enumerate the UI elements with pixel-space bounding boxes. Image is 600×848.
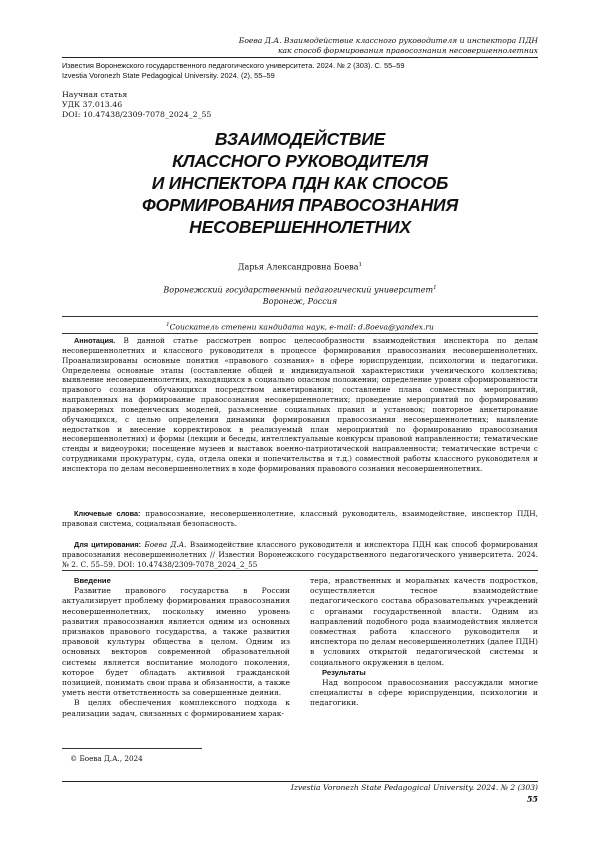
citation: [62, 540, 538, 570]
keywords-text: правосознание, несовершеннолетние, классный руководитель, взаимодействие, инспектор ПДН, правовая система, социальная безопасность.: [62, 509, 538, 528]
journal-info: [62, 61, 405, 80]
title-line: НЕСОВЕРШЕННОЛЕТНИХ: [100, 216, 500, 238]
footnote: © Боева Д.А., 2024: [70, 754, 143, 763]
running-head: [118, 36, 538, 56]
footer-journal: Izvestia Voronezh State Pedagogical University. 2024. № 2 (303): [291, 783, 538, 792]
article-title: [100, 128, 500, 238]
paragraph: тера, нравственных и моральных качеств подростков, осуществляется тесное взаимодействие педагогического состава образовательных учреждений с органами государственной власти. Одним из направлений подобного рода взаимодействия является совместная работа классного руководителя и инспектора по делам несовершеннолетних (далее ПДН) в условиях открытой педагогической системы и социального окружения в целом.: [310, 576, 538, 668]
keywords: [62, 509, 538, 529]
citation-text: Взаимодействие классного руководителя и инспектора ПДН как способ формирования правосознания несовершеннолетних // Известия Воронежского государственного педагогического университета. 2024. № 2. С. 55–59. DOI: 10.47438/2309-7078_2024_2_55: [62, 540, 538, 569]
title-line: ВЗАИМОДЕЙСТВИЕ: [100, 128, 500, 150]
abstract: [62, 336, 538, 474]
affiliation-sup: 1: [433, 285, 437, 291]
abstract-text: В данной статье рассмотрен вопрос целесообразности взаимодействия инспектора по делам несовершеннолетних и классного руководителя в процессе формирования правосознания несовершеннолетних. Проанализированы основные понятия «правового сознания» в сфере юриспруденции, психологии и педагогики. Определены основные этапы (составление общей и индивидуальной характеристики ученического коллектива; выявление несовершеннолетних, находящихся в социально опасном положении; определение уровня сформированности правового сознания обучающихся посредством анкетирования; составление плана совместных мероприятий, направленных на формирование правосознания несовершеннолетних; проведение мероприятий по формированию правомерных поведенческих моделей, разъяснение социальных правил и установок; повторное анкетирование обучающихся, с целью определения динамики формирования правосознания несовершеннолетних; выявление недостатков и внесение корректировок в реализуемый план мероприятий по формированию правосознания несовершеннолетних) и формы (лекции и беседы, интеллектуальные конкурсы правовой направленности; тематические стенды и видеоуроки; посещение музеев и выставок военно-патриотической направленности; тематические встречи с сотрудниками прокуратуры, суда, отдела опеки и попечительства и т.д.) совместной работы классного руководителя и инспектора по делам несовершеннолетних в ходе формирования правового сознания несовершеннолетних.: [62, 336, 538, 473]
divider: [62, 316, 538, 317]
abstract-label: Аннотация.: [74, 336, 115, 345]
page-number: 55: [527, 794, 538, 804]
article-type: Научная статья: [62, 90, 211, 100]
title-line: И ИНСПЕКТОРА ПДН КАК СПОСОБ: [100, 172, 500, 194]
author-note-text: Соискатель степени кандидата наук, e-mail: d.8oeva@yandex.ru: [170, 323, 434, 332]
journal-ru: Известия Воронежского государственного педагогического университета. 2024. № 2 (303). С. 55–59: [62, 61, 405, 71]
column-left: [62, 576, 290, 719]
author-name: Дарья Александровна Боева: [238, 263, 359, 272]
paragraph: Над вопросом правосознания рассуждали многие специалисты в сфере юриспруденции, психологии и педагогики.: [310, 678, 538, 709]
running-head-line-1: Боева Д.А. Взаимодействие классного руководителя и инспектора ПДН: [118, 36, 538, 46]
divider: [62, 333, 538, 334]
footer-rule: [62, 781, 538, 782]
affiliation: [0, 283, 600, 307]
author-note: [0, 322, 600, 332]
column-right: [310, 576, 538, 709]
doi: DOI: 10.47438/2309-7078_2024_2_55: [62, 110, 211, 120]
title-line: КЛАССНОГО РУКОВОДИТЕЛЯ: [100, 150, 500, 172]
article-meta: [62, 90, 211, 119]
author-sup: 1: [359, 262, 363, 268]
title-line: ФОРМИРОВАНИЯ ПРАВОСОЗНАНИЯ: [100, 194, 500, 216]
paragraph: В целях обеспечения комплексного подхода к реализации задач, связанных с формированием харак-: [62, 698, 290, 718]
section-heading-intro: Введение: [62, 576, 290, 586]
udc: УДК 37.013.46: [62, 100, 211, 110]
author-note-sup: 1: [166, 322, 170, 328]
author: [0, 262, 600, 272]
affiliation-org: Воронежский государственный педагогический университет: [163, 286, 433, 295]
divider: [62, 570, 538, 571]
citation-label: Для цитирования:: [74, 540, 141, 549]
keywords-label: Ключевые слова:: [74, 509, 140, 518]
section-heading-results: Результаты: [310, 668, 538, 678]
footnote-rule: [62, 748, 202, 749]
citation-author: Боева Д.А.: [144, 540, 186, 549]
running-head-line-2: как способ формирования правосознания несовершеннолетних: [118, 46, 538, 56]
affiliation-city: Воронеж, Россия: [0, 296, 600, 307]
journal-en: Izvestia Voronezh State Pedagogical University. 2024. (2), 55–59: [62, 71, 405, 81]
paragraph: Развитие правового государства в России актуализирует проблему формирования правосознания несовершеннолетних, поскольку именно уровень развития правосознания является одним из основных признаков правового государства, а также развития правовой культуры общества в целом. Одним из основных векторов современной образовательной системы является воспитание молодого поколения, которое будет обладать активной гражданской позицией, понимать свои права и обязанности, а также уметь нести ответственность за совершенные деяния.: [62, 586, 290, 698]
header-rule: [62, 57, 538, 58]
